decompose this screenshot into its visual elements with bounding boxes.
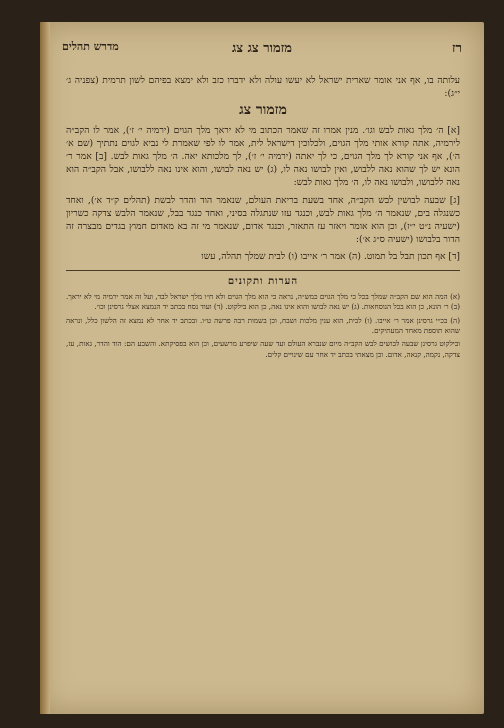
notes-title: הערות ותקונים: [227, 275, 299, 287]
running-title: מזמור צג צג: [231, 41, 292, 56]
psalm-section-title: מזמור צג: [239, 102, 287, 119]
page-number: רז: [451, 41, 462, 56]
page-header: [62, 40, 462, 62]
page-edge: [40, 22, 50, 714]
note-paragraph: (א) המה הוא שם הקב״ה שמלך בכל כי מלך הגוים כמש״ה, נראה כי הוא מלך הגוים ולא ח״ו מלך ישראל לבד, ועל זה אמר ירמיה מי לא יראך. (ב) ר׳ הונא, כן הוא בכל הנוסחאות. (ג) יש נאה לבושו והוא אינו נאה, כן הוא בילקוט. (ד) ועוד נסח בכתב יד הנמצא אצלי גרסינן וכו׳.: [66, 291, 460, 312]
main-text: [66, 74, 460, 363]
paragraph: [ג] שבעה לבושין לבש הקב״ה, אחד בשעת בריאת העולם, שנאמר הוד והדר לבשת (תהלים ק״ד א׳), ואחד כשנגלה בים, שנאמר ה׳ מלך גאות לבש, וכנגד עזו שנתגלה בסיני, ואחד כנגד בבל, שנאמר הלבש צדקה כשריון (ישעיה נ״ט י״ז), וכן הוא אומר ויאזר עז התאזר, וכנגד אדום, שנאמר מי זה בא מאדום חמוץ בגדים מבצרה זה הדור בלבושו (ישעיה ס״ג א׳):: [66, 194, 460, 246]
intro-paragraph: עלותה בו, אף אני אומר שארית ישראל לא יעשו עולה ולא ידברו כזב ולא ימצא בפיהם לשון תרמית (צפניה ג׳ י״ג):: [66, 75, 460, 100]
running-side-label: מדרש תהלים: [62, 40, 119, 53]
note-paragraph: ובילקוט גרסינן שבעה לבושים לבש הקב״ה מיום שנברא העולם ועד שעה שיפרע מרשעים, וכן הוא בפסיקתא. והשבע הם: הוד והדר, גאות, עז, צדקה, נקמה, קנאה, אדום. וכן מצאתי בכתב יד אחר עם שינויים קלים.: [66, 339, 460, 359]
note-paragraph: (ה) בכ״י גרסינן אמר ר׳ אייבו. (ו) לבית, הוא ענין מלכות ושבח, וכן בשמות רבה פרשה ט״ו. ובכתב יד אחר לא נמצא זה הלשון כלל, ונראה שהוא תוספת מאחד המעתיקים.: [66, 315, 460, 336]
paragraph: [א] ה׳ מלך גאות לבש וגו׳. מנין אמרו זה שאמר הכתוב מי לא יראך מלך הגוים (ירמיה י׳ ז׳), אמר לו הקב״ה לירמיה, אתה קורא אותי מלך הגוים, ולכלוכין דישראל לית, אמר לו לפי שאמרת לי נביא לגוים נתתיך (שם א׳ ה׳), אף אני קורא לך מלך הגוים, כי לך יאתה (ירמיה י׳ ז׳), לך מלכותא יאה. ה׳ מלך גאות לבש. [ב] אמר ר׳ הונא יש לך שהוא נאה ללבוש, ואין לבושו נאה לו, (ג) יש נאה לבושו, והוא אינו נאה ללבושו, אבל הקב״ה הוא נאה ללבושו, ולבושו נאה לו, ה׳ מלך גאות לבש:: [66, 124, 460, 189]
notes-section: [66, 292, 460, 360]
closing-line: [ד] אף תכון תבל בל תמוט. (ה) אמר ר׳ אייבו (ו) לבית שמלך תהלה, עשו: [201, 251, 460, 263]
book-page: [40, 22, 484, 714]
divider: [66, 270, 460, 271]
